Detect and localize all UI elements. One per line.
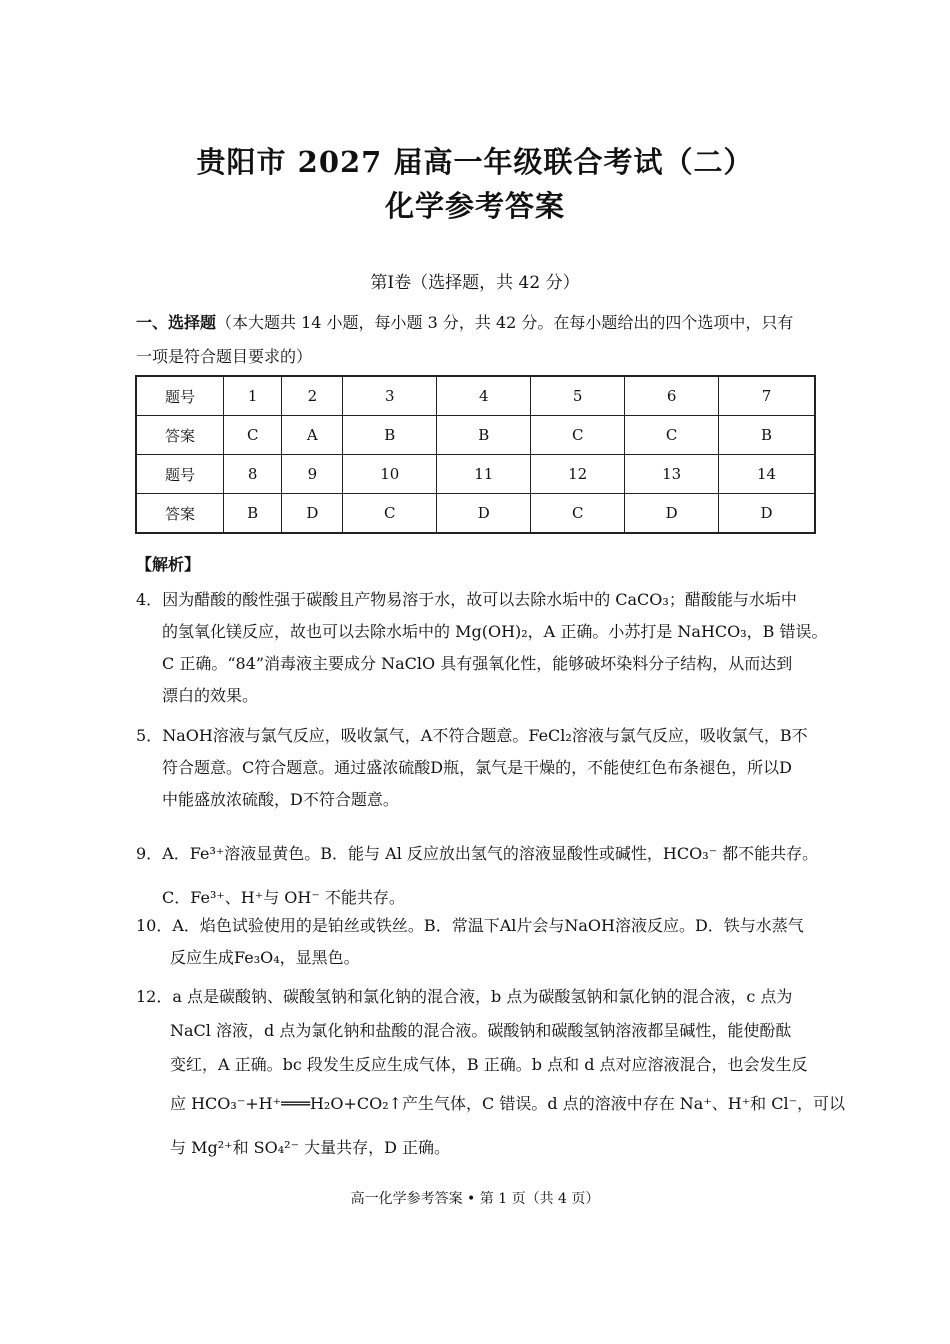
instructions-text-line2: 一项是符合题目要求的） — [136, 347, 313, 366]
answer-cell: D — [719, 494, 815, 534]
analysis-heading: 【解析】 — [136, 555, 201, 574]
answer-cell: D — [437, 494, 531, 534]
question-number-cell: 3 — [343, 376, 437, 416]
question-number-label: 题号 — [136, 376, 224, 416]
answer-cell: B — [437, 416, 531, 455]
question-number-cell: 8 — [224, 455, 282, 494]
answer-cell: A — [282, 416, 343, 455]
question-number-cell: 1 — [224, 376, 282, 416]
question-number-cell: 2 — [282, 376, 343, 416]
answer-cell: B — [224, 494, 282, 534]
page-subtitle: 化学参考答案 — [384, 189, 565, 223]
page-title: 贵阳市 2027 届高一年级联合考试（二） — [196, 145, 754, 179]
answer-cell: C — [531, 494, 625, 534]
answer-cell: C — [224, 416, 282, 455]
q12-line4: 应 HCO₃⁻+H⁺═══H₂O+CO₂↑产生气体，C 错误。d 点的溶液中存在 Na⁺、H⁺和 Cl⁻，可以 — [170, 1094, 846, 1113]
answer-label: 答案 — [136, 494, 224, 534]
q5-line1: 5．NaOH溶液与氯气反应，吸收氯气，A不符合题意。FeCl₂溶液与氯气反应，吸收氯气，B不 — [136, 726, 808, 745]
answer-row — [136, 416, 815, 455]
question-number-cell: 5 — [531, 376, 625, 416]
question-number-cell: 7 — [719, 376, 815, 416]
q12-number: 12． — [136, 987, 173, 1006]
analysis-q9 — [136, 832, 826, 920]
answer-cell: B — [343, 416, 437, 455]
answer-cell: C — [625, 416, 719, 455]
q4-number: 4． — [136, 590, 163, 609]
question-number-row — [136, 376, 815, 416]
q9-line1: 9．A．Fe³⁺溶液显黄色。B．能与 Al 反应放出氢气的溶液显酸性或碱性，HCO₃⁻ 都不能共存。 — [136, 844, 819, 863]
q12-line3: 变红，A 正确。bc 段发生反应生成气体，B 正确。b 点和 d 点对应溶液混合，也会发生反 — [170, 1055, 808, 1074]
instructions-text: （本大题共 14 小题，每小题 3 分，共 42 分。在每小题给出的四个选项中，只有 — [216, 313, 794, 332]
page-footer: 高一化学参考答案 • 第 1 页（共 4 页） — [350, 1191, 600, 1207]
question-number-cell: 4 — [437, 376, 531, 416]
answer-cell: D — [282, 494, 343, 534]
q12-line2: NaCl 溶液，d 点为氯化钠和盐酸的混合液。碳酸钠和碳酸氢钠溶液都呈碱性，能使酚酞 — [170, 1021, 792, 1040]
q5-line2: 符合题意。C符合题意。通过盛浓硫酸D瓶，氯气是干燥的，不能使红色布条褪色，所以D — [162, 758, 792, 777]
q10-line2: 反应生成Fe₃O₄，显黑色。 — [170, 948, 360, 967]
q9-number: 9． — [136, 844, 163, 863]
question-number-label: 题号 — [136, 455, 224, 494]
q10-line1: 10．A．焰色试验使用的是铂丝或铁丝。B．常温下Al片会与NaOH溶液反应。D．铁与水蒸气 — [136, 916, 804, 935]
q9-line2: C．Fe³⁺、H⁺与 OH⁻ 不能共存。 — [162, 888, 405, 907]
answer-row — [136, 494, 815, 534]
answer-cell: B — [719, 416, 815, 455]
q4-line3: C 正确。“84”消毒液主要成分 NaClO 具有强氧化性，能够破坏染料分子结构，从而达到 — [162, 654, 793, 673]
answer-table — [135, 375, 816, 534]
q4-line2: 的氢氧化镁反应，故也可以去除水垢中的 Mg(OH)₂，A 正确。小苏打是 NaHCO₃，B 错误。 — [162, 622, 828, 641]
q5-number: 5． — [136, 726, 163, 745]
instructions-heading: 一、选择题 — [136, 313, 217, 332]
question-instructions — [136, 306, 816, 374]
question-number-cell: 12 — [531, 455, 625, 494]
question-number-cell: 14 — [719, 455, 815, 494]
answer-cell: D — [625, 494, 719, 534]
answer-cell: C — [343, 494, 437, 534]
question-number-cell: 6 — [625, 376, 719, 416]
question-number-row — [136, 455, 815, 494]
q4-line1: 4．因为醋酸的酸性强于碳酸且产物易溶于水，故可以去除水垢中的 CaCO₃；醋酸能与水垢中 — [136, 590, 797, 609]
analysis-q10 — [136, 910, 826, 974]
question-number-cell: 10 — [343, 455, 437, 494]
q10-number: 10． — [136, 916, 173, 935]
analysis-q4 — [136, 584, 826, 712]
question-number-cell: 13 — [625, 455, 719, 494]
q5-line3: 中能盛放浓硫酸，D不符合题意。 — [162, 790, 399, 809]
analysis-q5 — [136, 720, 826, 816]
q12-line5: 与 Mg²⁺和 SO₄²⁻ 大量共存，D 正确。 — [170, 1138, 451, 1157]
question-number-cell: 11 — [437, 455, 531, 494]
analysis-q12 — [136, 980, 846, 1170]
answer-cell: C — [531, 416, 625, 455]
q4-line4: 漂白的效果。 — [162, 686, 259, 705]
question-number-cell: 9 — [282, 455, 343, 494]
q12-line1: 12．a 点是碳酸钠、碳酸氢钠和氯化钠的混合液，b 点为碳酸氢钠和氯化钠的混合液，c 点为 — [136, 987, 793, 1006]
section-title: 第Ⅰ卷（选择题，共 42 分） — [370, 273, 580, 293]
answer-label: 答案 — [136, 416, 224, 455]
